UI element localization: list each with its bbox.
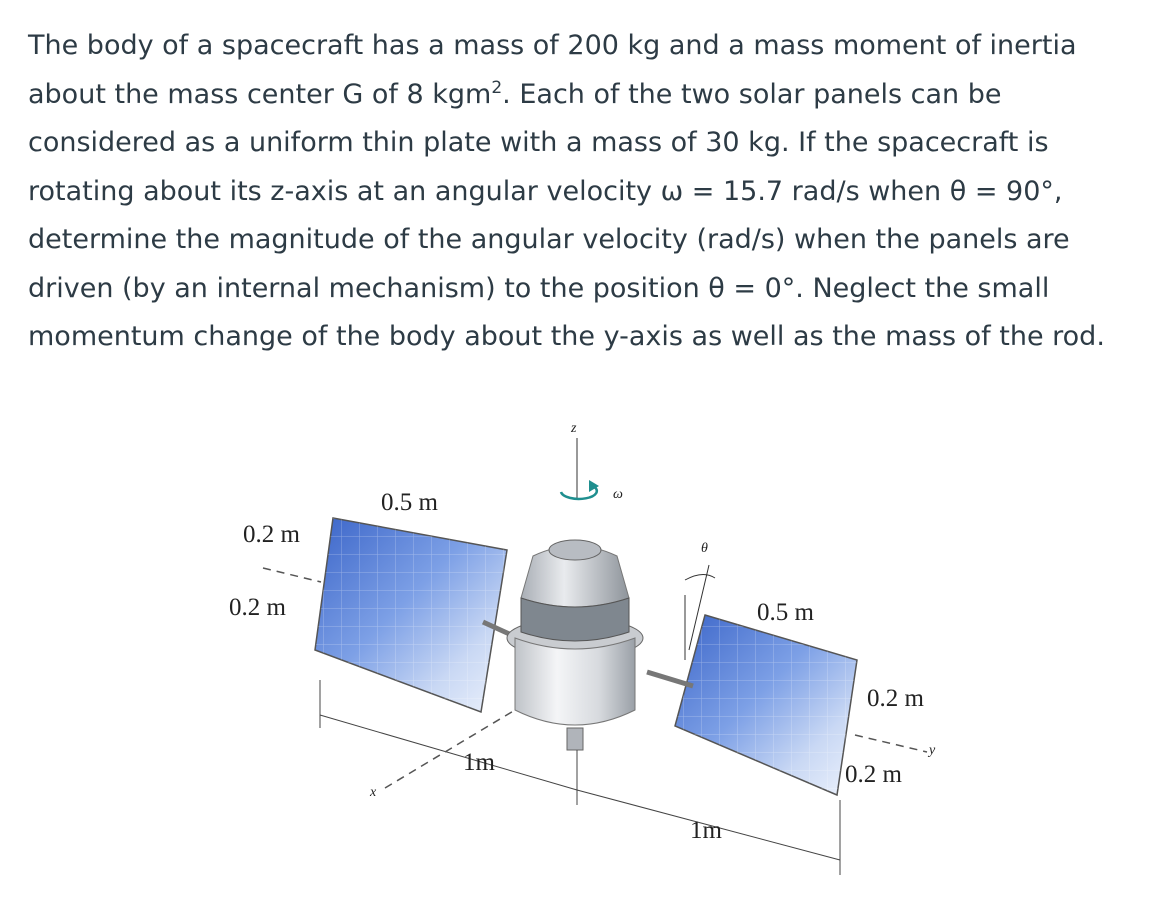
dim-left-top-label: 0.2 m: [243, 521, 300, 548]
y-axis-label: y: [929, 743, 936, 758]
theta-arc: [685, 574, 715, 580]
z-axis-label: z: [571, 421, 577, 436]
dim-right-rod-label: 1m: [690, 817, 722, 844]
problem-text: about the mass center G of 8 kgm: [28, 78, 492, 110]
left-panel-grid: [315, 518, 507, 712]
body-lower-cylinder: [515, 638, 635, 725]
spacecraft-diagram: [215, 410, 945, 880]
problem-line: [28, 71, 1133, 120]
problem-line: determine the magnitude of the angular velocity (rad/s) when the panels are: [28, 224, 1070, 255]
spacecraft-figure: [215, 410, 945, 880]
right-panel-grid: [675, 615, 857, 795]
dim-left-bottom-label: 0.2 m: [229, 594, 286, 621]
dim-right-bottom-label: 0.2 m: [845, 761, 902, 788]
dim-right-width-label: 0.5 m: [757, 599, 814, 626]
x-axis-label: x: [370, 785, 377, 800]
exponent: 2: [491, 77, 503, 98]
problem-statement: [28, 22, 1133, 362]
body-nozzle: [567, 728, 583, 750]
dim-left-rod-label: 1m: [463, 749, 495, 776]
problem-line: momentum change of the body about the y-axis as well as the mass of the rod.: [28, 321, 1105, 352]
dim-left-width-label: 0.5 m: [381, 489, 438, 516]
problem-line: considered as a uniform thin plate with a mass of 30 kg. If the spacecraft is: [28, 127, 1049, 158]
left-panel-centerline: [263, 568, 321, 582]
body-top-cap: [549, 540, 601, 560]
left-rod-dimension: [320, 715, 577, 790]
x-axis: [385, 710, 515, 788]
theta-label: θ: [701, 541, 708, 556]
y-axis: [855, 735, 927, 752]
problem-text: . Each of the two solar panels can be: [502, 78, 1002, 110]
dim-right-top-label: 0.2 m: [867, 685, 924, 712]
problem-line: The body of a spacecraft has a mass of 200 kg and a mass moment of inertia: [28, 30, 1077, 61]
right-rod: [647, 672, 693, 686]
problem-line: driven (by an internal mechanism) to the position θ = 0°. Neglect the small: [28, 272, 1050, 304]
problem-line: rotating about its z-axis at an angular velocity ω = 15.7 rad/s when θ = 90°,: [28, 175, 1063, 207]
omega-label: ω: [613, 487, 623, 502]
